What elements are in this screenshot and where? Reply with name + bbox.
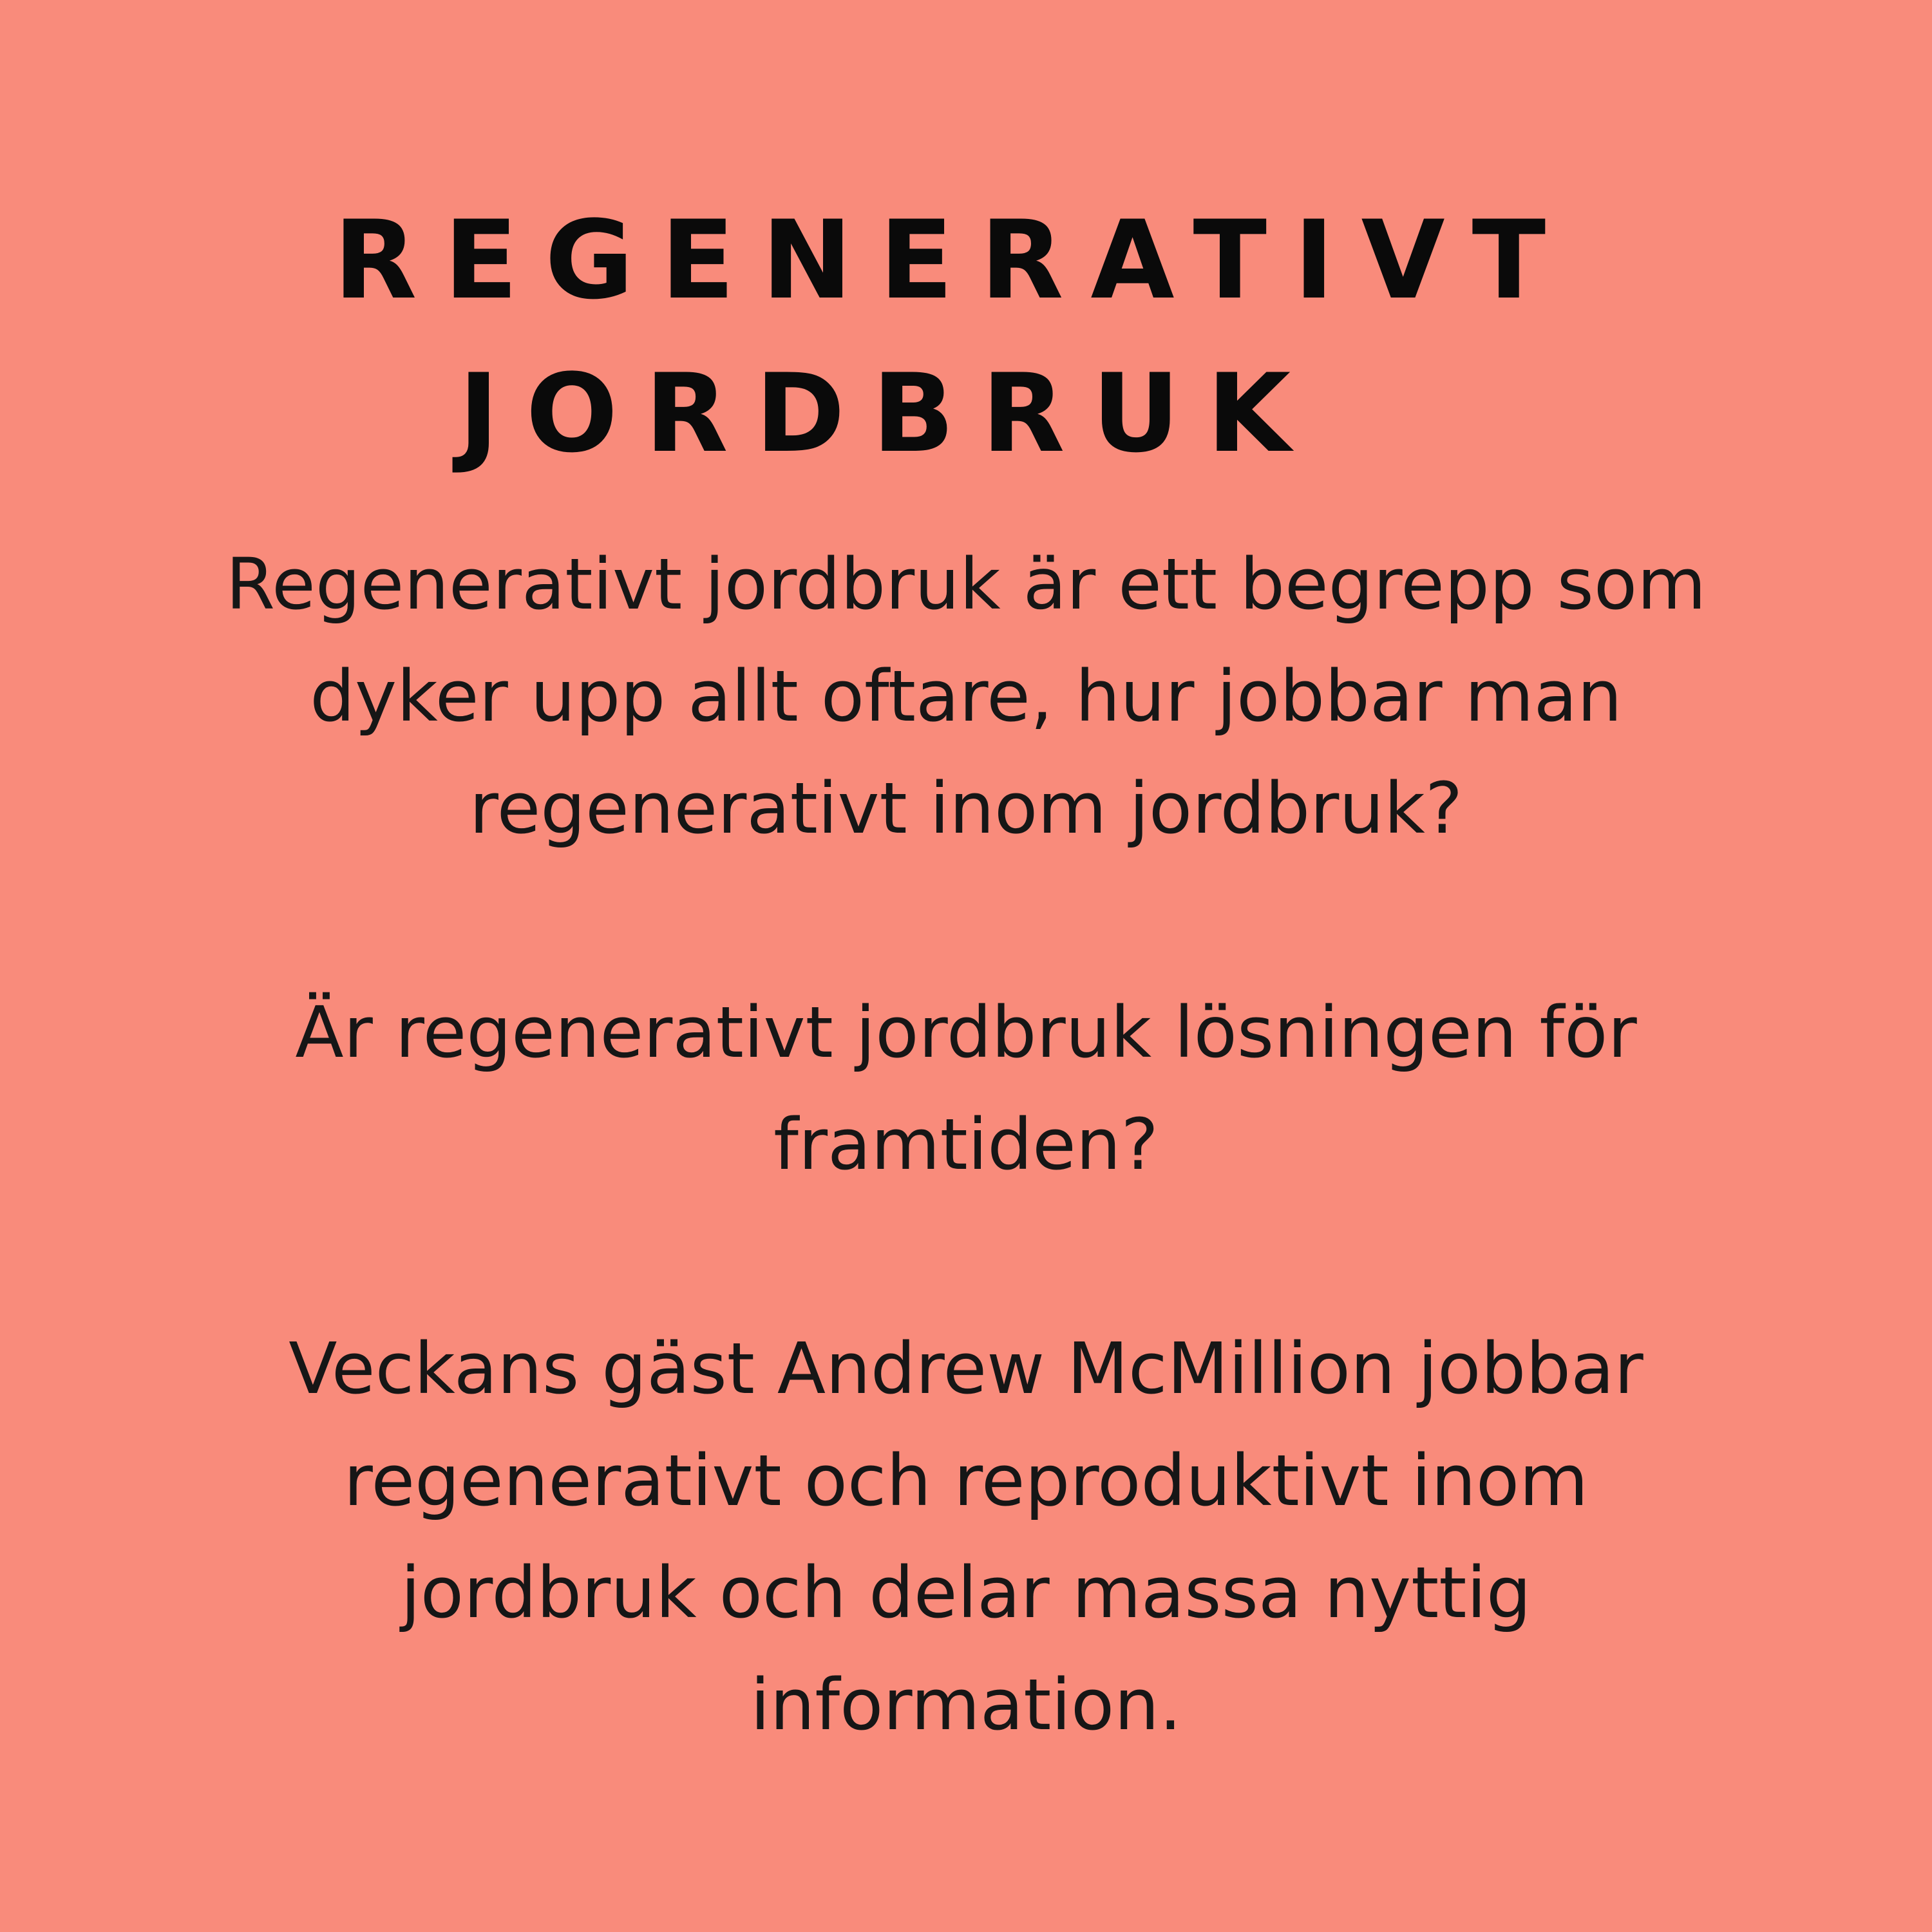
intro-paragraph [0, 528, 1932, 864]
text-line: regenerativt inom jordbruk? [469, 767, 1463, 849]
text-line: information. [750, 1663, 1182, 1746]
title-line-1: REGENERATIVT [334, 197, 1573, 323]
guest-paragraph [0, 1312, 1932, 1761]
poster-title [0, 184, 1932, 490]
text-line: Veckans gäst Andrew McMillion jobbar [289, 1327, 1643, 1410]
text-line: dyker upp allt oftare, hur jobbar man [310, 655, 1622, 737]
text-line: regenerativt och reproduktivt inom [343, 1439, 1589, 1522]
title-line-2: JORDBRUK [459, 350, 1318, 477]
question-paragraph [0, 976, 1932, 1200]
text-line: jordbruk och delar massa nyttig [401, 1551, 1531, 1634]
poster-body [0, 528, 1932, 1761]
text-line: framtiden? [773, 1103, 1159, 1186]
text-line: Är regenerativt jordbruk lösningen för [295, 991, 1637, 1074]
text-line: Regenerativt jordbruk är ett begrepp som [225, 543, 1707, 625]
